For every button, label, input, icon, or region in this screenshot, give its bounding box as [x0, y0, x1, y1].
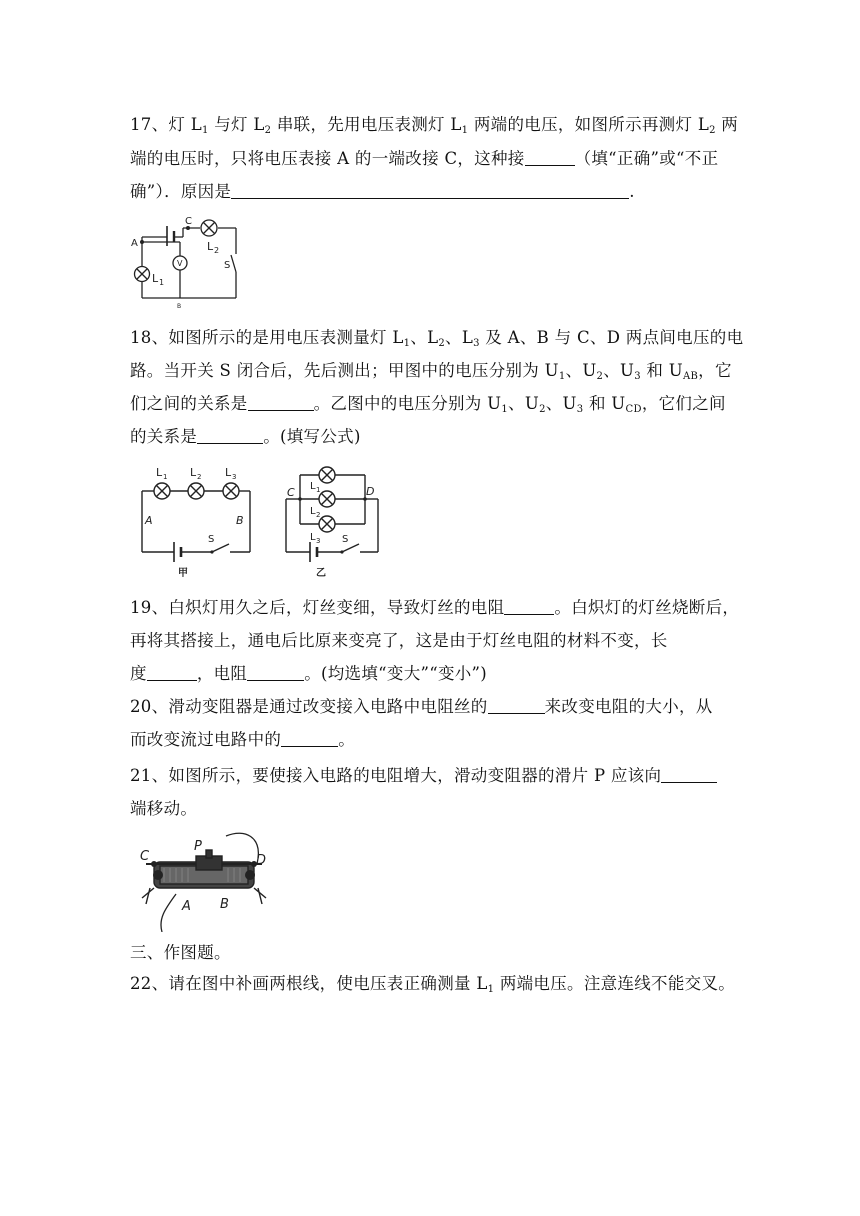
- subscript: 2: [264, 125, 272, 136]
- label-D: D: [366, 485, 375, 498]
- q17-line-2: [130, 149, 740, 169]
- text: 路。当开关 S 闭合后，先后测出；甲图中的电压分别为 U: [130, 361, 559, 380]
- label-L1: L: [310, 481, 316, 492]
- q17-line-3: [130, 182, 740, 202]
- text: 。乙图中的电压分别为 U: [313, 394, 502, 413]
- label-L2-sub: 2: [197, 473, 202, 481]
- q18-line-3: [130, 394, 740, 420]
- answer-blank[interactable]: [231, 182, 629, 199]
- subscript: 3: [473, 338, 480, 349]
- label-L1: L: [156, 466, 163, 479]
- q18-circuit-figure-yi: [280, 462, 385, 584]
- subscript: 1: [202, 125, 209, 136]
- q19-line-3: [130, 664, 740, 684]
- answer-blank[interactable]: [504, 598, 554, 615]
- subscript: CD: [625, 404, 642, 415]
- label-L1-sub: 1: [163, 473, 168, 481]
- label-B: B: [177, 303, 182, 308]
- text: 们之间的关系是: [130, 394, 248, 413]
- subscript: 1: [403, 338, 411, 349]
- text: 。: [338, 730, 356, 749]
- q17-circuit-figure: [128, 212, 248, 308]
- text: 和 U: [583, 394, 626, 413]
- label-L2-sub: 2: [316, 511, 321, 519]
- text: 17、灯 L: [130, 115, 202, 134]
- text: 、L: [445, 328, 474, 347]
- answer-blank[interactable]: [488, 697, 545, 714]
- q19-line-2: 再将其搭接上，通电后比原来变亮了，这是由于灯丝电阻的材料不变，长: [130, 631, 668, 650]
- label-S: S: [342, 534, 349, 545]
- label-S: S: [208, 534, 215, 545]
- q18-circuit-figure-jia: [134, 462, 259, 582]
- label-S: S: [224, 260, 231, 271]
- label-D: D: [256, 853, 267, 868]
- label-L3-sub: 3: [316, 537, 321, 545]
- q21-line-2: 端移动。: [130, 799, 198, 818]
- label-L2: L: [190, 466, 197, 479]
- text: 20、滑动变阻器是通过改变接入电路中电阻丝的: [130, 697, 488, 716]
- text: 22、请在图中补画两根线，使电压表正确测量 L: [130, 974, 488, 993]
- label-L2: L: [207, 240, 214, 253]
- q21-line-1: [130, 766, 740, 786]
- section-heading: 三、作图题。: [130, 943, 231, 962]
- label-L3: L: [225, 466, 232, 479]
- text: 而改变流过电路中的: [130, 730, 282, 749]
- text: 和 U: [640, 361, 683, 380]
- text: 来改变电阻的大小，从: [544, 697, 713, 716]
- label-L2: L: [310, 506, 316, 517]
- label-A: A: [145, 514, 153, 527]
- q18-line-1: [130, 328, 744, 354]
- text: 与灯 L: [208, 115, 265, 134]
- answer-blank[interactable]: [248, 394, 314, 411]
- label-L1-sub: 1: [316, 486, 321, 494]
- text: 。白炽灯的灯丝烧断后，: [554, 598, 740, 617]
- text: 串联，先用电压表测灯 L: [271, 115, 462, 134]
- text: 。(填写公式): [263, 427, 361, 446]
- text: ，它: [698, 361, 732, 380]
- subscript: 1: [558, 371, 566, 382]
- subscript: 2: [438, 338, 446, 349]
- text: ，它们之间: [641, 394, 726, 413]
- figure-caption: 甲: [178, 568, 188, 579]
- q20-line-2: [130, 730, 740, 750]
- text: 。(均选填“变大”“变小”): [304, 664, 488, 683]
- text: 及 A、B 与 C、D 两点间电压的电: [479, 328, 744, 347]
- subscript: 1: [501, 404, 509, 415]
- answer-blank[interactable]: [525, 149, 575, 166]
- label-L1: L: [152, 272, 159, 285]
- label-A: A: [182, 899, 191, 914]
- voltmeter-label: V: [177, 259, 183, 268]
- label-C: C: [140, 849, 150, 864]
- subscript: AB: [683, 371, 699, 382]
- text: 两端的电压，如图所示再测灯 L: [468, 115, 710, 134]
- answer-blank[interactable]: [197, 427, 263, 444]
- text: .: [629, 182, 635, 201]
- subscript: 2: [539, 404, 546, 415]
- subscript: 1: [461, 125, 469, 136]
- label-L2-sub: 2: [214, 246, 220, 255]
- q22-line: [130, 974, 740, 1000]
- subscript: 3: [576, 404, 584, 415]
- text: 、L: [410, 328, 439, 347]
- text: 、U: [545, 394, 577, 413]
- answer-blank[interactable]: [281, 730, 338, 747]
- label-A: A: [131, 238, 138, 249]
- text: 21、如图所示，要使接入电路的电阻增大，滑动变阻器的滑片 P 应该向: [130, 766, 662, 785]
- text: 两: [715, 115, 739, 134]
- q17-line-1: [130, 115, 740, 141]
- q21-rheostat-figure: [136, 828, 276, 932]
- subscript: 2: [709, 125, 716, 136]
- subscript: 1: [487, 984, 495, 995]
- label-L1-sub: 1: [159, 278, 165, 287]
- text: 度: [130, 664, 147, 683]
- text: 、U: [565, 361, 597, 380]
- answer-blank[interactable]: [247, 664, 304, 681]
- label-P: P: [194, 839, 202, 854]
- text: 18、如图所示的是用电压表测量灯 L: [130, 328, 404, 347]
- text: 、U: [508, 394, 540, 413]
- text: （填“正确”或“不正: [574, 149, 719, 168]
- text: 端的电压时，只将电压表接 A 的一端改接 C，这种接: [130, 149, 525, 168]
- text: 两端电压。注意连线不能交叉。: [494, 974, 736, 993]
- figure-caption: 乙: [316, 568, 326, 579]
- q18-line-2: [130, 361, 740, 387]
- label-L3: L: [310, 532, 316, 543]
- answer-blank[interactable]: [147, 664, 197, 681]
- text: 19、白炽灯用久之后，灯丝变细，导致灯丝的电阻: [130, 598, 505, 617]
- label-C: C: [185, 216, 192, 227]
- subscript: 2: [596, 371, 604, 382]
- label-B: B: [220, 897, 229, 912]
- q19-line-1: [130, 598, 740, 618]
- answer-blank[interactable]: [661, 766, 717, 783]
- label-B: B: [236, 514, 244, 527]
- text: ，电阻: [196, 664, 248, 683]
- text: 的关系是: [130, 427, 198, 446]
- label-L3-sub: 3: [232, 473, 237, 481]
- text: 确”）．原因是: [130, 182, 232, 201]
- q20-line-1: [130, 697, 740, 717]
- label-C: C: [287, 486, 295, 499]
- q18-line-4: [130, 427, 740, 447]
- text: 、U: [603, 361, 635, 380]
- subscript: 3: [634, 371, 641, 382]
